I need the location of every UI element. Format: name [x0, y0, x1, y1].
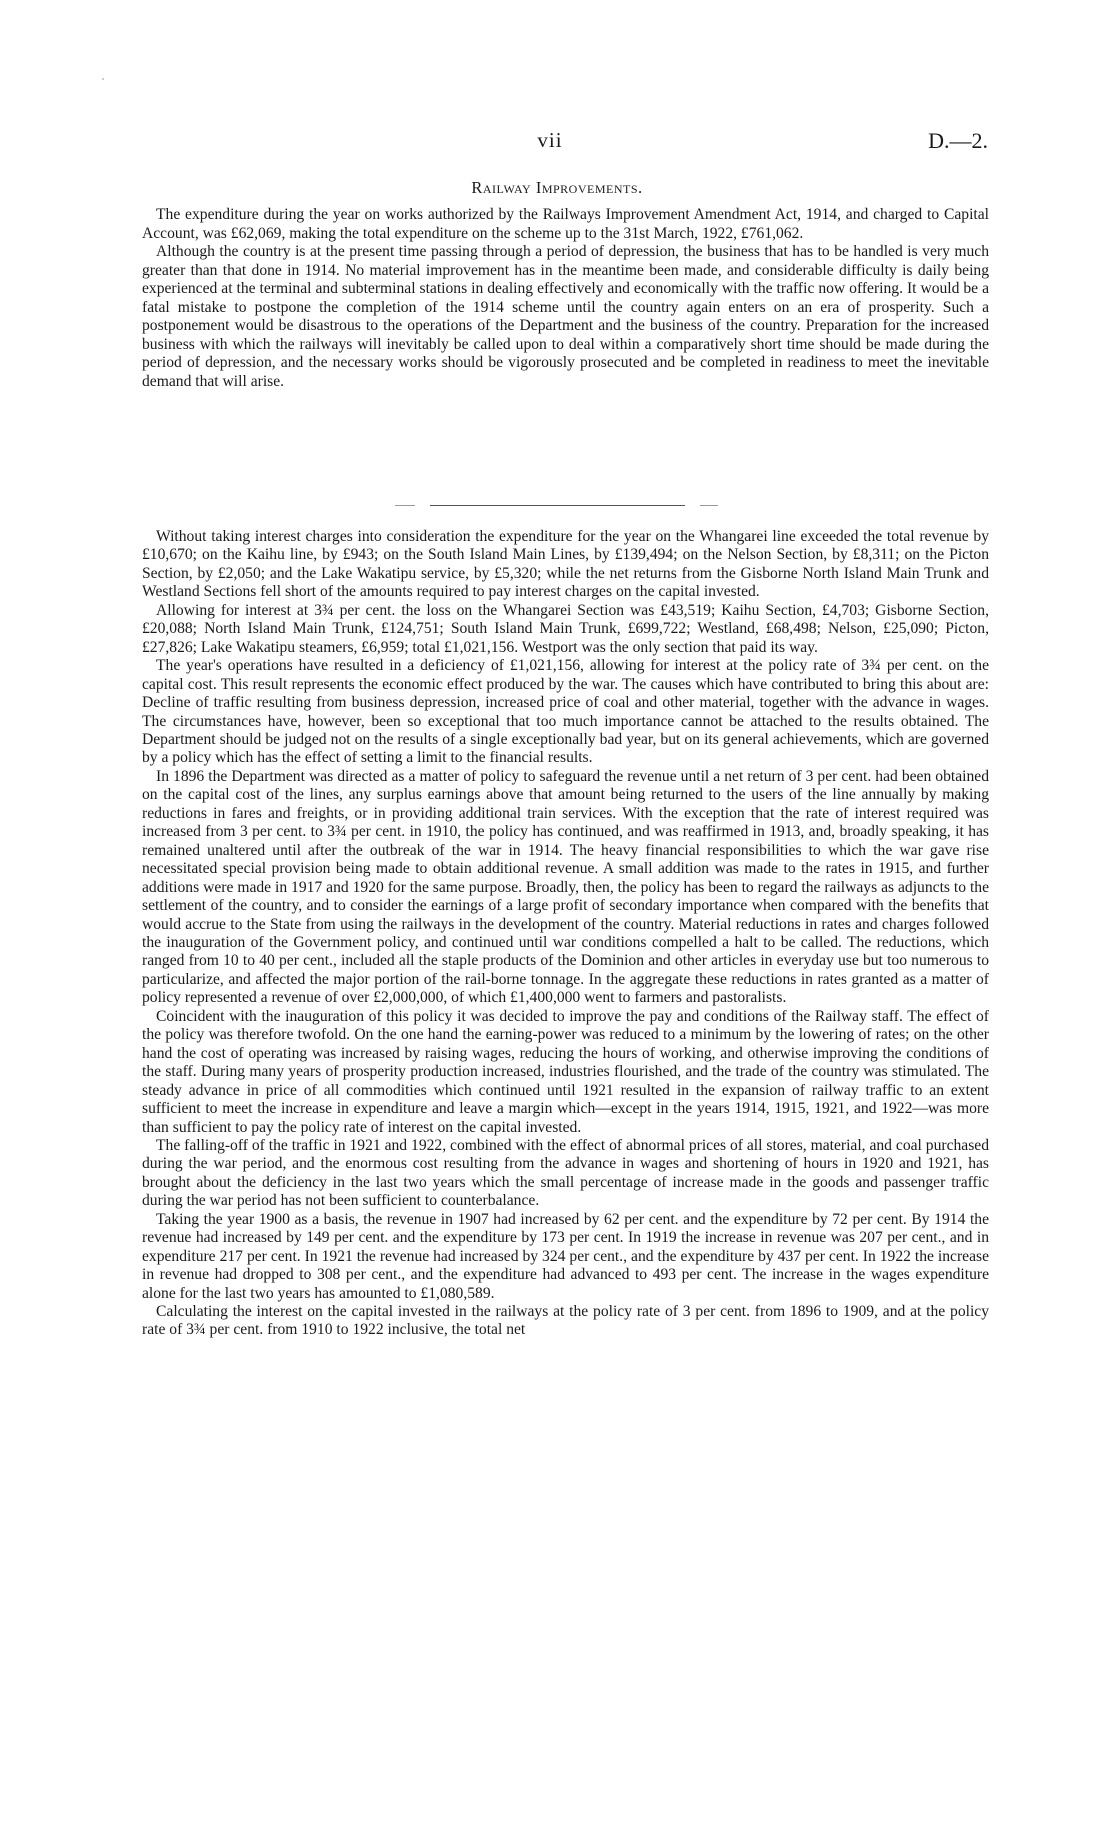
- intro-paragraph: Although the country is at the present time passing through a period of depression, the business that has to be handled is very much greater than that done in 1914. No material improvement has in the meantime been made, and considerable difficulty is daily being experienced at the terminal and subterminal stations in dealing effectively and economically with the traffic now offering. It would be a fatal mistake to postpone the completion of the 1914 scheme until the country again enters on an era of prosperity. Such a postponement would be disastrous to the operations of the Department and the business of the country. Preparation for the increased business with which the railways will inevitably be called upon to deal within a comparatively short time should be made during the period of depression, and the necessary works should be vigorously prosecuted and be completed in readiness to meet the inevitable demand that will arise.: [142, 243, 989, 390]
- body-paragraph: Taking the year 1900 as a basis, the revenue in 1907 had increased by 62 per cent. and the expenditure by 72 per cent. By 1914 the revenue had increased by 149 per cent. and the expenditure by 173 per cent. In 1919 the increase in revenue was 207 per cent., and in expenditure 217 per cent. In 1921 the revenue had increased by 324 per cent., and the expenditure by 437 per cent. In 1922 the increase in revenue had dropped to 308 per cent., and the expenditure had advanced to 493 per cent. The increase in the wages expenditure alone for the last two years has amounted to £1,080,589.: [142, 1210, 989, 1302]
- intro-section: [142, 206, 989, 391]
- body-paragraph: Coincident with the inauguration of this policy it was decided to improve the pay and conditions of the Railway staff. The effect of the policy was therefore twofold. On the one hand the earning-power was reduced to a minimum by the lowering of rates; on the other hand the cost of operating was increased by raising wages, reducing the hours of working, and otherwise improving the conditions of the staff. During many years of prosperity production increased, industries flourished, and the trade of the country was stimulated. The steady advance in price of all commodities which continued until 1921 resulted in the expansion of railway traffic to an extent sufficient to meet the increase in expenditure and leave a margin which—except in the years 1914, 1915, 1921, and 1922—was more than sufficient to pay the policy rate of interest on the capital invested.: [142, 1007, 989, 1136]
- main-body: [142, 528, 989, 1340]
- divider-left-dash: [395, 505, 415, 506]
- body-paragraph: Without taking interest charges into consideration the expenditure for the year on the Whangarei line exceeded the total revenue by £10,670; on the Kaihu line, by £943; on the South Island Main Lines, by £139,494; on the Nelson Section, by £8,311; on the Picton Section, by £2,050; and the Lake Wakatipu service, by £5,320; while the net returns from the Gisborne North Island Main Trunk and Westland Sections fell short of the amounts required to pay interest charges on the capital invested.: [142, 528, 989, 601]
- section-title: Railway Improvements.: [471, 178, 643, 197]
- section-divider: [430, 505, 685, 506]
- body-paragraph: Calculating the interest on the capital invested in the railways at the policy rate of 3 per cent. from 1896 to 1909, and at the policy rate of 3¾ per cent. from 1910 to 1922 inclusive, the total net: [142, 1303, 989, 1339]
- page-number: vii: [537, 128, 563, 152]
- divider-right-dash: [700, 505, 718, 506]
- intro-paragraph: The expenditure during the year on works authorized by the Railways Improvement Amendment Act, 1914, and charged to Capital Account, was £62,069, making the total expenditure on the scheme up to the 31st March, 1922, £761,062.: [142, 206, 989, 242]
- body-paragraph: In 1896 the Department was directed as a matter of policy to safeguard the revenue until a net return of 3 per cent. had been obtained on the capital cost of the lines, any surplus earnings above that amount being returned to the users of the line annually by making reductions in fares and freights, or in providing additional train services. With the exception that the rate of interest required was increased from 3 per cent. to 3¾ per cent. in 1910, the policy has continued, and was reaffirmed in 1913, and, broadly speaking, it has remained unaltered until after the outbreak of the war in 1914. The heavy financial responsibilities to which the war gave rise necessitated special provision being made to obtain additional revenue. A small addition was made to the rates in 1915, and further additions were made in 1917 and 1920 for the same purpose. Broadly, then, the policy has been to regard the railways as adjuncts to the settlement of the country, and to consider the earnings of a large profit of secondary importance when compared with the benefits that would accrue to the State from using the railways in the development of the country. Material reductions in rates and charges followed the inauguration of the Government policy, and continued until war conditions compelled a halt to be called. The reductions, which ranged from 10 to 40 per cent., included all the staple products of the Dominion and other articles in everyday use but too numerous to particularize, and affected the major portion of the rail-borne tonnage. In the aggregate these reductions in rates granted as a matter of policy represented a revenue of over £2,000,000, of which £1,400,000 went to farmers and pastoralists.: [142, 767, 989, 1007]
- body-paragraph: The year's operations have resulted in a deficiency of £1,021,156, allowing for interest at the policy rate of 3¾ per cent. on the capital cost. This result represents the economic effect produced by the war. The causes which have contributed to bring this about are: Decline of traffic resulting from business depression, increased price of coal and other material, together with the advance in wages. The circumstances have, however, been so exceptional that too much importance cannot be attached to the results obtained. The Department should be judged not on the results of a single exceptionally bad year, but on its general achievements, which are governed by a policy which has the effect of setting a limit to the financial results.: [142, 657, 989, 767]
- body-paragraph: The falling-off of the traffic in 1921 and 1922, combined with the effect of abnormal prices of all stores, material, and coal purchased during the war period, and the enormous cost resulting from the advance in wages and shortening of hours in 1920 and 1921, has brought about the deficiency in the last two years which the small percentage of increase made in the goods and passenger traffic during the war period has not been sufficient to counterbalance.: [142, 1136, 989, 1210]
- document-reference: D.—2.: [928, 128, 988, 153]
- body-paragraph: Allowing for interest at 3¾ per cent. the loss on the Whangarei Section was £43,519; Kaihu Section, £4,703; Gisborne Section, £20,088; North Island Main Trunk, £124,751; South Island Main Trunk, £699,722; Westland, £68,498; Nelson, £25,090; Picton, £27,826; Lake Wakatipu steamers, £6,959; total £1,021,156. Westport was the only section that paid its way.: [142, 601, 989, 656]
